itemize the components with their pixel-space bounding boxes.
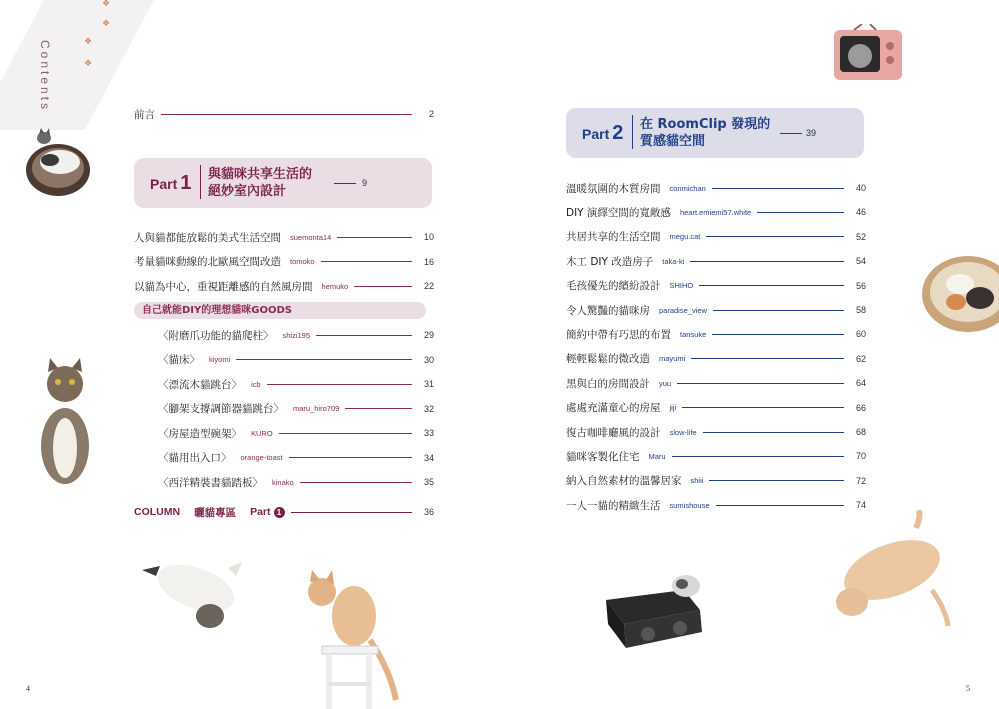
- goods-heading: 自己就能DIY的理想貓咪GOODS: [134, 302, 426, 319]
- kittens-in-basket-photo: [920, 250, 999, 334]
- leader-line: [690, 261, 844, 262]
- paw-print-icon: ❖: [102, 0, 111, 9]
- leader-line: [267, 384, 412, 385]
- part1-label: Part 1: [150, 172, 192, 194]
- page-number: 32: [423, 403, 434, 414]
- leader-line: [712, 188, 844, 189]
- part2-divider: [632, 115, 633, 149]
- entry-title: 簡約中帶有巧思的布置: [566, 328, 671, 341]
- leader-line: [279, 433, 412, 434]
- cat-rolling-photo: [822, 510, 952, 630]
- page-number: 33: [423, 428, 434, 438]
- entry-title: 貓咪客製化住宅: [566, 450, 640, 463]
- contents-label: Contents: [38, 40, 52, 113]
- column-title: 曬貓專區: [194, 506, 237, 519]
- leader-line: [161, 114, 412, 115]
- page-number: 72: [855, 475, 866, 486]
- goods-entry[interactable]: [158, 450, 434, 466]
- goods-entry[interactable]: [158, 327, 434, 343]
- entry-title: 納入自然素材的溫馨居家: [566, 475, 682, 488]
- entry-title: 輕輕鬆鬆的微改造: [566, 353, 650, 366]
- entry-title: 〈腳架支撐調節器貓跳台〉: [158, 403, 284, 415]
- paw-print-icon: ❖: [84, 59, 93, 69]
- page-number: 70: [855, 451, 866, 462]
- entry-author: sumishouse: [669, 500, 710, 510]
- page-number: 2: [428, 109, 434, 119]
- page-number: 66: [855, 402, 866, 413]
- goods-entry[interactable]: [158, 401, 434, 417]
- leader-line: [703, 432, 844, 433]
- entry-title: 復古咖啡廳風的設計: [566, 426, 661, 439]
- entry-author: yuu: [659, 378, 672, 388]
- toc-entry[interactable]: [566, 473, 866, 489]
- leader-line: [691, 358, 844, 359]
- part2-page: 39: [806, 128, 817, 138]
- cat-in-basket-photo: [22, 124, 92, 198]
- leader-line: [682, 407, 844, 408]
- paw-print-icon: ❖: [102, 19, 111, 29]
- page-number: 30: [423, 354, 434, 365]
- column-part-number: 1: [274, 507, 285, 518]
- tabby-cat-sitting-photo: [34, 356, 96, 488]
- entry-title: 令人驚豔的貓咪房: [566, 304, 650, 317]
- entry-title: 〈貓用出入口〉: [158, 452, 232, 464]
- toc-entry[interactable]: [566, 400, 866, 416]
- page-number: 62: [855, 353, 866, 364]
- page-number: 29: [423, 330, 434, 340]
- leader-line: [757, 212, 844, 213]
- page-number: 35: [423, 477, 434, 487]
- part2-leader: [780, 133, 802, 134]
- entry-author: suemonta14: [290, 232, 332, 242]
- entry-author: shizi195: [282, 330, 311, 340]
- entry-author: hemuko: [321, 281, 349, 291]
- page-number: 60: [855, 329, 866, 340]
- paw-print-icon: ❖: [84, 37, 93, 47]
- leader-line: [300, 482, 412, 483]
- entry-title: 〈附磨爪功能的貓爬柱〉: [158, 329, 274, 342]
- toc-entry[interactable]: [566, 204, 866, 220]
- entry-title: DIY 演繹空間的寬敞感: [566, 206, 671, 219]
- entry-title: 溫暖氛圍的木質房間: [566, 182, 661, 195]
- page-number: 16: [423, 256, 434, 267]
- entry-author: kinako: [272, 477, 294, 487]
- toc-entry[interactable]: [566, 448, 866, 464]
- part1-title: 與貓咪共享生活的 絕妙室內設計: [208, 167, 313, 199]
- entry-title: 以貓為中心，重視距離感的自然風房間: [134, 280, 313, 293]
- leader-line: [677, 383, 844, 384]
- entry-author: SHIHO: [669, 281, 694, 291]
- page-number: 56: [855, 280, 866, 291]
- entry-author: orange-toast: [240, 453, 283, 462]
- toc-entry-column[interactable]: [134, 504, 434, 520]
- part1-banner[interactable]: [134, 158, 432, 208]
- folio-left: 4: [26, 684, 30, 693]
- page-number: 64: [855, 378, 866, 389]
- leader-line: [713, 310, 844, 311]
- entry-author: taka-ki: [662, 256, 685, 266]
- entry-author: paradise_view: [659, 305, 707, 315]
- page-number: 52: [855, 231, 866, 242]
- page-number: 10: [423, 232, 434, 242]
- leader-line: [712, 334, 844, 335]
- cat-in-tv-photo: [832, 24, 906, 84]
- toc-entry[interactable]: [566, 278, 866, 294]
- toc-entry-preface[interactable]: [134, 106, 434, 122]
- entry-title: 共居共享的生活空間: [566, 231, 661, 244]
- entry-author: kiyomi: [209, 355, 231, 364]
- leader-line: [337, 237, 412, 238]
- leader-line: [316, 335, 412, 336]
- entry-title: 〈西洋精裝書貓踏板〉: [158, 476, 263, 489]
- leader-line: [354, 286, 412, 287]
- column-part-label: Part: [250, 506, 271, 518]
- entry-author: shiii: [690, 476, 704, 486]
- page-number: 31: [423, 379, 434, 389]
- part2-label: Part 2: [582, 122, 624, 144]
- leader-line: [345, 408, 412, 409]
- toc-entry[interactable]: [134, 254, 434, 270]
- entry-title: 毛孩優先的繽紛設計: [566, 280, 661, 293]
- toc-entry[interactable]: [566, 180, 866, 196]
- entry-author: tansuke: [680, 329, 707, 339]
- cat-in-speaker-box-photo: [604, 570, 704, 650]
- goods-entry[interactable]: [158, 425, 434, 441]
- entry-author: icb: [251, 379, 261, 389]
- leader-line: [709, 480, 844, 481]
- leader-line: [291, 512, 412, 513]
- toc-entry[interactable]: [566, 326, 866, 342]
- part1-leader: [334, 183, 356, 184]
- part1-page: 9: [362, 178, 368, 188]
- cat-on-stool-photo: [300, 570, 404, 709]
- entry-title: 考量貓咪動線的北歐風空間改造: [134, 256, 281, 268]
- entry-author: tomoko: [290, 257, 315, 266]
- folio-right: 5: [966, 684, 970, 693]
- leader-line: [706, 236, 844, 237]
- entry-author: conmichan: [669, 183, 706, 193]
- toc-entry[interactable]: [566, 253, 866, 269]
- column-label: COLUMN: [134, 506, 181, 518]
- page-number: 22: [423, 281, 434, 291]
- entry-author: heart.emiemi57.white: [679, 207, 752, 217]
- leader-line: [716, 505, 844, 506]
- entry-author: maru_hiro709: [293, 404, 340, 413]
- leader-line: [699, 285, 844, 286]
- page-number: 40: [855, 183, 866, 193]
- entry-title: 人與貓都能放鬆的美式生活空間: [134, 231, 281, 244]
- part2-banner[interactable]: [566, 108, 864, 158]
- part1-divider: [200, 165, 201, 199]
- toc-entry[interactable]: [566, 424, 866, 440]
- page-number: 74: [855, 500, 866, 511]
- entry-author: Maru: [648, 451, 666, 461]
- page-number: 68: [855, 427, 866, 437]
- page-number: 36: [423, 507, 434, 517]
- entry-author: megu.cat: [669, 232, 701, 242]
- goods-entry[interactable]: [158, 352, 434, 368]
- toc-entry[interactable]: [566, 497, 866, 513]
- entry-title: 前言: [134, 108, 155, 121]
- entry-title: 〈漂流木貓跳台〉: [158, 378, 242, 391]
- leader-line: [236, 359, 412, 360]
- leader-line: [672, 456, 844, 457]
- toc-entry[interactable]: [566, 375, 866, 391]
- part2-title: 在 RoomClip 發現的 質感貓空間: [640, 117, 771, 149]
- toc-entry[interactable]: [566, 229, 866, 245]
- page-number: 34: [423, 452, 434, 463]
- entry-author: KURO: [251, 428, 273, 438]
- cat-lying-on-back-photo: [138, 548, 244, 632]
- entry-title: 一人一貓的精緻生活: [566, 499, 661, 512]
- entry-author: mayumi: [659, 354, 686, 364]
- entry-author: jiji: [669, 403, 677, 413]
- leader-line: [289, 457, 412, 458]
- entry-title: 處處充滿童心的房屋: [566, 402, 661, 415]
- page-number: 46: [855, 207, 866, 218]
- toc-entry[interactable]: [566, 351, 866, 367]
- entry-author: slow-life: [669, 427, 697, 437]
- entry-title: 〈貓床〉: [158, 354, 200, 366]
- toc-entry[interactable]: [134, 278, 434, 294]
- goods-entry[interactable]: [158, 376, 434, 392]
- page-number: 58: [855, 305, 866, 315]
- leader-line: [321, 261, 412, 262]
- entry-title: 黑與白的房間設計: [566, 377, 650, 390]
- goods-entry[interactable]: [158, 474, 434, 490]
- entry-title: 木工 DIY 改造房子: [566, 255, 654, 268]
- entry-title: 〈房屋造型碗架〉: [158, 427, 242, 440]
- page-number: 54: [855, 256, 866, 267]
- toc-entry[interactable]: [134, 229, 434, 245]
- toc-entry[interactable]: [566, 302, 866, 318]
